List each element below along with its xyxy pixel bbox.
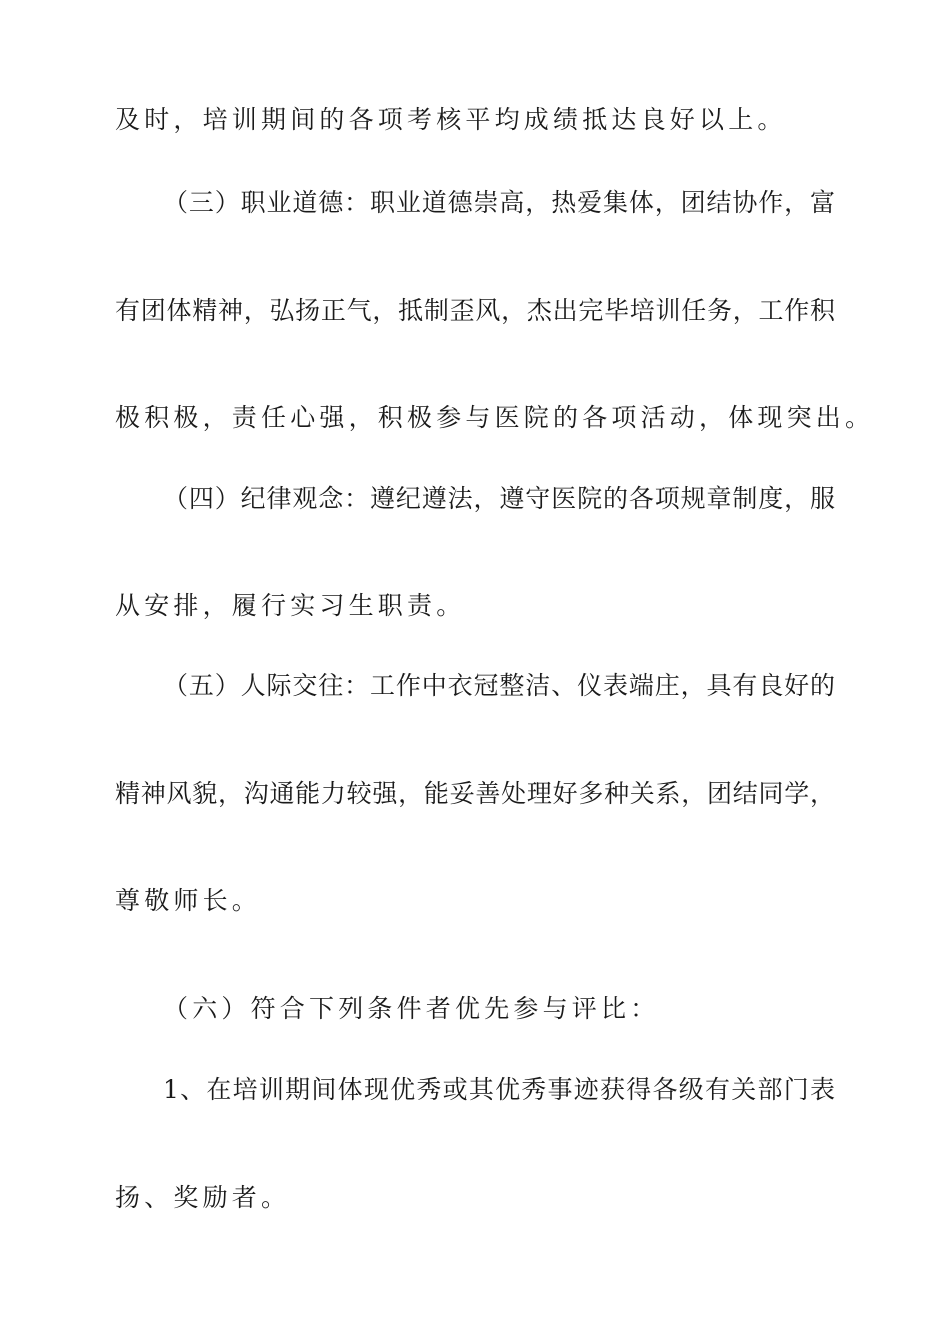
text-line-9: 尊敬师长。 bbox=[115, 886, 262, 915]
text-line-11: 1、在培训期间体现优秀或其优秀事迹获得各级有关部门表 bbox=[163, 1075, 835, 1104]
text-line-1: 及时，培训期间的各项考核平均成绩抵达良好以上。 bbox=[115, 105, 787, 134]
text-line-8: 精神风貌，沟通能力较强，能妥善处理好多种关系，团结同学， bbox=[115, 779, 835, 808]
text-line-6: 从安排，履行实习生职责。 bbox=[115, 591, 466, 620]
text-line-3: 有团体精神，弘扬正气，抵制歪风，杰出完毕培训任务，工作积 bbox=[115, 296, 835, 325]
text-line-10: （六）符合下列条件者优先参与评比： bbox=[163, 994, 660, 1023]
text-line-12: 扬、奖励者。 bbox=[115, 1183, 291, 1212]
text-line-4: 极积极，责任心强，积极参与医院的各项活动，体现突出。 bbox=[115, 403, 875, 432]
text-line-2: （三）职业道德：职业道德崇高，热爱集体，团结协作，富 bbox=[163, 188, 835, 217]
text-line-7: （五）人际交往：工作中衣冠整洁、仪表端庄，具有良好的 bbox=[163, 671, 835, 700]
text-line-5: （四）纪律观念：遵纪遵法，遵守医院的各项规章制度，服 bbox=[163, 484, 835, 513]
